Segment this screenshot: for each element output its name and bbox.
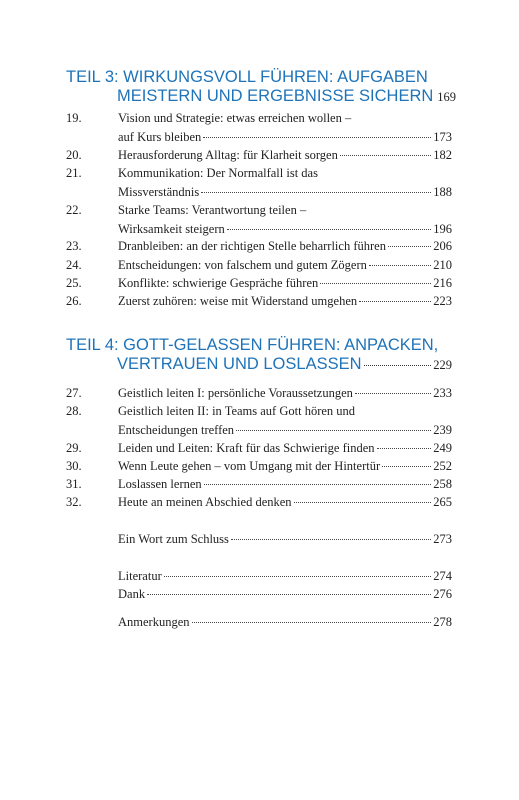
entry-page: 239 — [433, 422, 452, 437]
toc-entry-21[interactable] — [66, 164, 452, 201]
part-3-page: 169 — [437, 90, 457, 104]
leader-dots — [227, 229, 431, 230]
entry-title: Geistlich leiten I: persönliche Voraussetzungen — [118, 386, 353, 400]
entry-page: 249 — [433, 441, 452, 455]
entry-page: 276 — [433, 587, 452, 601]
entry-title: Wenn Leute gehen – vom Umgang mit der Hintertür — [118, 459, 381, 473]
leader-dots — [364, 365, 432, 366]
toc-entry-thanks[interactable] — [66, 585, 452, 604]
leader-dots — [369, 265, 431, 266]
leader-dots — [231, 539, 431, 540]
entry-title: Herausforderung Alltag: für Klarheit sorgen — [118, 148, 338, 162]
leader-dots — [192, 622, 432, 623]
entry-number: 32. — [66, 495, 82, 509]
leader-dots — [382, 466, 431, 467]
entry-title: Zuerst zuhören: weise mit Widerstand umgehen — [118, 294, 358, 308]
toc-entry-20[interactable] — [66, 146, 452, 165]
entry-number: 25. — [66, 276, 82, 290]
entry-title: Leiden und Leiten: Kraft für das Schwierige finden — [118, 441, 375, 455]
entry-page: 273 — [433, 532, 452, 546]
entry-title: Dank — [118, 587, 146, 601]
entry-number: 28. — [66, 404, 82, 418]
entry-page: 173 — [433, 129, 452, 144]
entry-number: 29. — [66, 441, 82, 455]
entry-title-line1: Kommunikation: Der Normalfall ist das — [118, 166, 318, 180]
entry-title: Heute an meinen Abschied denken — [118, 495, 292, 509]
part-3-heading-line1: TEIL 3: WIRKUNGSVOLL FÜHREN: AUFGABEN — [66, 68, 428, 86]
leader-dots — [320, 283, 431, 284]
toc-entry-22[interactable] — [66, 201, 452, 238]
toc-entry-19[interactable] — [66, 109, 452, 146]
toc-entry-24[interactable] — [66, 256, 452, 275]
toc-entry-27[interactable] — [66, 384, 452, 403]
leader-dots — [236, 430, 431, 431]
entry-page: 278 — [433, 615, 452, 629]
entry-page: 223 — [433, 294, 452, 308]
leader-dots — [147, 594, 431, 595]
entry-page: 182 — [433, 148, 452, 162]
part-3-heading — [66, 68, 457, 107]
entry-page: 210 — [433, 258, 452, 272]
entry-page: 233 — [433, 386, 452, 400]
entry-number: 30. — [66, 459, 82, 473]
entry-title-line1: Geistlich leiten II: in Teams auf Gott hören und — [118, 404, 356, 418]
toc-entry-notes[interactable] — [66, 613, 452, 632]
toc-entry-26[interactable] — [66, 292, 452, 311]
entry-title: Missverständnis — [118, 184, 200, 199]
entry-page: 196 — [433, 221, 452, 236]
part-4-heading-line2: VERTRAUEN UND LOSLASSEN — [117, 355, 362, 373]
leader-dots — [377, 448, 432, 449]
entry-number: 26. — [66, 294, 82, 308]
entry-title: Literatur — [118, 569, 162, 583]
leader-dots — [203, 137, 431, 138]
leader-dots — [294, 502, 432, 503]
toc-entry-23[interactable] — [66, 237, 452, 256]
entry-number: 27. — [66, 386, 82, 400]
leader-dots — [355, 393, 431, 394]
entry-page: 188 — [433, 184, 452, 199]
entry-page: 258 — [433, 477, 452, 491]
entry-title: Loslassen lernen — [118, 477, 202, 491]
toc-entry-29[interactable] — [66, 439, 452, 458]
entry-number: 31. — [66, 477, 82, 491]
part-4-page: 229 — [433, 358, 452, 372]
entry-number: 20. — [66, 148, 82, 162]
entry-title: Anmerkungen — [118, 615, 190, 629]
entry-number: 21. — [66, 166, 82, 180]
toc-entry-closing-word[interactable] — [66, 530, 452, 549]
toc-entry-28[interactable] — [66, 402, 452, 439]
entry-number: 24. — [66, 258, 82, 272]
toc-entry-25[interactable] — [66, 274, 452, 293]
entry-title-line1: Starke Teams: Verantwortung teilen – — [118, 203, 307, 217]
part-4-heading-line1: TEIL 4: GOTT-GELASSEN FÜHREN: ANPACKEN, — [66, 336, 439, 354]
entry-title: Konflikte: schwierige Gespräche führen — [118, 276, 319, 290]
entry-page: 274 — [433, 569, 452, 583]
part-4-heading — [66, 336, 452, 375]
toc-entry-31[interactable] — [66, 475, 452, 494]
leader-dots — [388, 246, 431, 247]
entry-number: 22. — [66, 203, 82, 217]
entry-page: 216 — [433, 276, 452, 290]
leader-dots — [201, 192, 431, 193]
entry-title-line1: Vision und Strategie: etwas erreichen wollen – — [118, 111, 352, 125]
entry-page: 252 — [433, 459, 452, 473]
toc-entry-30[interactable] — [66, 457, 452, 476]
part-3-heading-line2: MEISTERN UND ERGEBNISSE SICHERN — [117, 87, 434, 105]
leader-dots — [204, 484, 432, 485]
entry-page: 206 — [433, 239, 452, 253]
entry-title: Wirksamkeit steigern — [118, 221, 225, 236]
leader-dots — [164, 576, 432, 577]
leader-dots — [359, 301, 431, 302]
entry-title: Entscheidungen: von falschem und gutem Zögern — [118, 258, 367, 272]
toc-entry-32[interactable] — [66, 493, 452, 512]
entry-number: 19. — [66, 111, 82, 125]
entry-title: Dranbleiben: an der richtigen Stelle beharrlich führen — [118, 239, 386, 253]
entry-title: Entscheidungen treffen — [118, 422, 235, 437]
entry-title: Ein Wort zum Schluss — [118, 532, 229, 546]
entry-number: 23. — [66, 239, 82, 253]
entry-title: auf Kurs bleiben — [118, 129, 202, 144]
entry-page: 265 — [433, 495, 452, 509]
toc-entry-literature[interactable] — [66, 567, 452, 586]
leader-dots — [340, 155, 431, 156]
